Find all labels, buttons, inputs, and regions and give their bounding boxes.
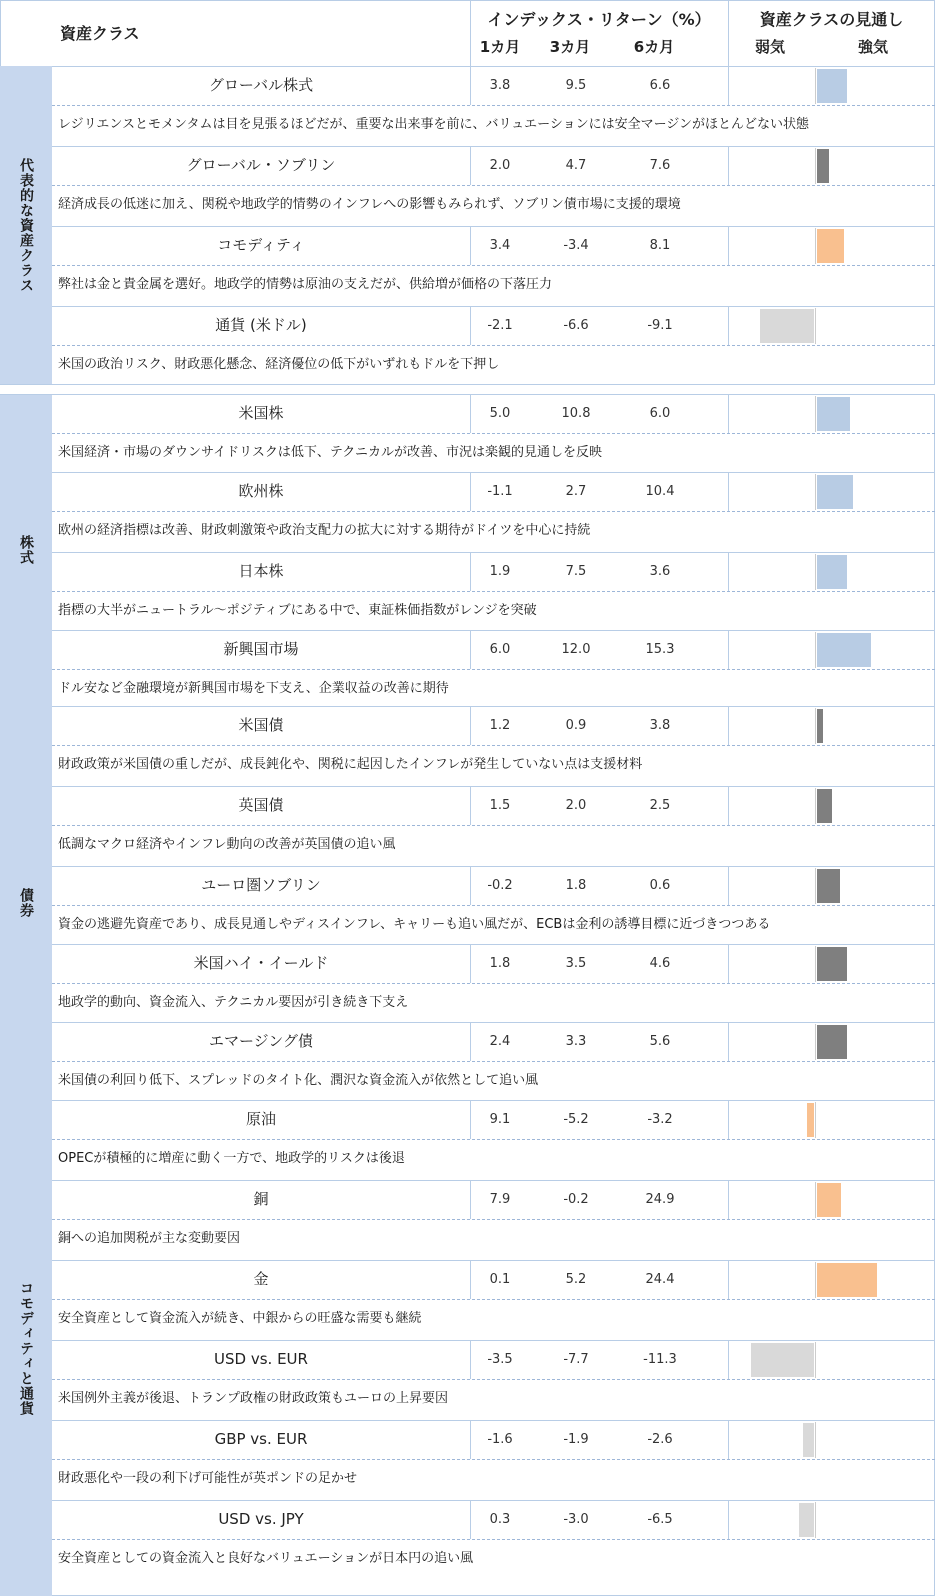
section-label-bonds: 債券: [18, 888, 34, 918]
section-label-representative: 代表的な資産クラス: [18, 157, 34, 293]
return-6m: -6.5: [647, 1512, 673, 1527]
return-6m: 6.0: [649, 406, 671, 421]
outlook-axis: [815, 788, 816, 824]
outlook-axis: [815, 308, 816, 344]
asset-name: グローバル株式: [208, 76, 314, 94]
outlook-axis: [815, 1102, 816, 1138]
return-3m: 4.7: [565, 158, 587, 173]
row-divider-outlook: [728, 552, 729, 591]
outlook-bar: [817, 69, 847, 103]
table-row: [52, 786, 935, 866]
header-divider-1: [470, 0, 471, 66]
asset-name: グローバル・ソブリン: [186, 156, 336, 174]
return-1m: 2.0: [489, 158, 511, 173]
outlook-axis: [815, 228, 816, 264]
row-comment: 安全資産として資金流入が続き、中銀からの旺盛な需要も継続: [58, 1311, 422, 1326]
row-divider-outlook: [728, 1180, 729, 1219]
asset-name: 銅: [253, 1190, 269, 1208]
return-1m: 1.8: [489, 956, 511, 971]
row-comment: 財政政策が米国債の重しだが、成長鈍化や、関税に起因したインフレが発生していない点は支援材料: [58, 757, 643, 772]
row-comment: 資金の逃避先資産であり、成長見通しやディスインフレ、キャリーも追い風だが、ECBは金利の誘導目標に近づきつつある: [58, 917, 771, 932]
outlook-bar: [817, 869, 840, 903]
outlook-bar: [817, 475, 853, 509]
outlook-bar: [817, 947, 847, 981]
asset-name: GBP vs. EUR: [214, 1430, 308, 1448]
return-3m: 3.5: [565, 956, 587, 971]
asset-name: 欧州株: [238, 482, 284, 500]
return-3m: 7.5: [565, 564, 587, 579]
row-comment: 低調なマクロ経済やインフレ動向の改善が英国債の追い風: [58, 837, 396, 852]
return-6m: 15.3: [645, 642, 675, 657]
return-6m: -2.6: [647, 1432, 673, 1447]
row-comment: 米国債の利回り低下、スプレッドのタイト化、潤沢な資金流入が依然として追い風: [58, 1073, 539, 1088]
header-period-3m: 3カ月: [549, 38, 591, 56]
asset-name: 日本株: [238, 562, 284, 580]
outlook-bar: [817, 709, 823, 743]
return-1m: 3.4: [489, 238, 511, 253]
asset-name: USD vs. JPY: [218, 1510, 304, 1528]
outlook-bar: [817, 229, 844, 263]
row-divider-outlook: [728, 1022, 729, 1061]
row-comment: 欧州の経済指標は改善、財政刺激策や政治支配力の拡大に対する期待がドイツを中心に持続: [58, 523, 591, 538]
row-comment: 経済成長の低迷に加え、関税や地政学的情勢のインフレへの影響もみられず、ソブリン債市場に支援的環境: [58, 197, 681, 212]
row-comment: 弊社は金と貴金属を選好。地政学的情勢は原油の支えだが、供給増が価格の下落圧力: [58, 277, 553, 292]
row-comment: 安全資産としての資金流入と良好なバリュエーションが日本円の追い風: [58, 1551, 474, 1566]
row-divider-outlook: [728, 1260, 729, 1299]
section-label-equity: 株式: [18, 535, 34, 565]
row-divider-outlook: [728, 306, 729, 345]
return-3m: -3.0: [563, 1512, 589, 1527]
asset-name: 米国株: [238, 404, 284, 422]
outlook-bar: [803, 1423, 814, 1457]
row-divider-outlook: [728, 1500, 729, 1539]
asset-name: 新興国市場: [223, 640, 299, 658]
table-row: [52, 1340, 935, 1420]
return-6m: -9.1: [647, 318, 673, 333]
outlook-axis: [815, 946, 816, 982]
header-period-6m: 6カ月: [633, 38, 675, 56]
return-3m: 2.0: [565, 798, 587, 813]
table-row: [52, 66, 935, 146]
header-divider-2: [728, 0, 729, 66]
table-row: [52, 552, 935, 632]
table-row: [52, 1100, 935, 1180]
asset-name: 原油: [245, 1110, 276, 1128]
header-strong: 強気: [858, 38, 889, 56]
row-comment: 財政悪化や一段の利下げ可能性が英ポンドの足かせ: [58, 1471, 358, 1486]
row-divider-outlook: [728, 706, 729, 745]
asset-name: コモディティ: [217, 236, 305, 254]
row-comment: ドル安など金融環境が新興国市場を下支え、企業収益の改善に期待: [58, 681, 449, 696]
outlook-axis: [815, 148, 816, 184]
row-comment: 米国経済・市場のダウンサイドリスクは低下、テクニカルが改善、市況は楽観的見通しを反映: [58, 445, 603, 460]
return-6m: 0.6: [649, 878, 671, 893]
outlook-axis: [815, 396, 816, 432]
return-3m: 2.7: [565, 484, 587, 499]
outlook-axis: [815, 632, 816, 668]
return-3m: -7.7: [563, 1352, 589, 1367]
section-label-commodity-fx: コモディティと通貨: [18, 1280, 34, 1416]
asset-name: 金: [253, 1270, 269, 1288]
asset-name: ユーロ圏ソブリン: [201, 876, 321, 894]
row-divider-outlook: [728, 630, 729, 669]
return-3m: 9.5: [565, 78, 587, 93]
table-row: [52, 1180, 935, 1260]
table-row: [52, 306, 935, 386]
table-row: [52, 226, 935, 306]
table-header: [0, 0, 935, 66]
outlook-bar: [751, 1343, 814, 1377]
table-row: [52, 1260, 935, 1340]
return-3m: 10.8: [561, 406, 591, 421]
outlook-bar: [817, 1025, 847, 1059]
return-6m: 3.6: [649, 564, 671, 579]
return-1m: -2.1: [487, 318, 513, 333]
table-row: [52, 1500, 935, 1580]
asset-name: USD vs. EUR: [214, 1350, 308, 1368]
outlook-bar: [817, 1183, 841, 1217]
asset-name: 米国債: [238, 716, 284, 734]
outlook-bar: [817, 555, 847, 589]
outlook-axis: [815, 1182, 816, 1218]
return-1m: 1.5: [489, 798, 511, 813]
row-divider-outlook: [728, 146, 729, 185]
row-divider-outlook: [728, 472, 729, 511]
return-6m: 24.9: [645, 1192, 675, 1207]
header-index-return: インデックス・リターン（%）: [487, 10, 711, 29]
return-3m: -3.4: [563, 238, 589, 253]
row-comment: レジリエンスとモメンタムは目を見張るほどだが、重要な出来事を前に、バリュエーションには安全マージンがほとんどない状態: [58, 117, 810, 132]
table-row: [52, 706, 935, 786]
row-divider-outlook: [728, 226, 729, 265]
outlook-axis: [815, 1342, 816, 1378]
row-divider-outlook: [728, 944, 729, 983]
table-row: [52, 1022, 935, 1102]
outlook-bar: [807, 1103, 814, 1137]
return-3m: 3.3: [565, 1034, 587, 1049]
asset-name: 米国ハイ・イールド: [193, 954, 329, 972]
return-1m: 5.0: [489, 406, 511, 421]
return-1m: -0.2: [487, 878, 513, 893]
return-6m: -11.3: [643, 1352, 677, 1367]
row-comment: 指標の大半がニュートラル～ポジティブにある中で、東証株価指数がレンジを突破: [58, 603, 537, 618]
return-1m: 3.8: [489, 78, 511, 93]
return-6m: 2.5: [649, 798, 671, 813]
outlook-axis: [815, 1024, 816, 1060]
header-weak: 弱気: [755, 38, 786, 56]
return-6m: 5.6: [649, 1034, 671, 1049]
return-1m: -3.5: [487, 1352, 513, 1367]
table-row: [52, 866, 935, 946]
table-row: [52, 146, 935, 226]
header-period-1m: 1カ月: [479, 38, 521, 56]
return-6m: 8.1: [649, 238, 671, 253]
outlook-axis: [815, 68, 816, 104]
return-6m: -3.2: [647, 1112, 673, 1127]
row-divider-outlook: [728, 866, 729, 905]
outlook-bar: [817, 397, 850, 431]
asset-name: エマージング債: [208, 1032, 314, 1050]
row-divider-outlook: [728, 1100, 729, 1139]
row-comment: 米国の政治リスク、財政悪化懸念、経済優位の低下がいずれもドルを下押し: [58, 357, 500, 372]
border-top: [0, 0, 935, 1]
return-1m: -1.6: [487, 1432, 513, 1447]
outlook-bar: [799, 1503, 814, 1537]
header-asset-class: 資産クラス: [60, 24, 140, 43]
row-divider-outlook: [728, 66, 729, 105]
row-divider-outlook: [728, 1420, 729, 1459]
outlook-axis: [815, 554, 816, 590]
return-1m: 2.4: [489, 1034, 511, 1049]
table-row: [52, 472, 935, 552]
outlook-bar: [817, 1263, 877, 1297]
return-3m: 12.0: [561, 642, 591, 657]
return-1m: 7.9: [489, 1192, 511, 1207]
row-divider-outlook: [728, 786, 729, 825]
row-comment: 米国例外主義が後退、トランプ政権の財政政策もユーロの上昇要因: [58, 1391, 449, 1406]
outlook-bar: [760, 309, 814, 343]
return-1m: 6.0: [489, 642, 511, 657]
return-1m: -1.1: [487, 484, 513, 499]
outlook-axis: [815, 1262, 816, 1298]
header-outlook: 資産クラスの見通し: [759, 10, 904, 29]
return-1m: 9.1: [489, 1112, 511, 1127]
row-divider-outlook: [728, 394, 729, 433]
asset-name: 英国債: [238, 796, 284, 814]
return-6m: 3.8: [649, 718, 671, 733]
return-1m: 0.1: [489, 1272, 511, 1287]
table-row: [52, 944, 935, 1024]
table-row: [52, 394, 935, 474]
return-3m: -5.2: [563, 1112, 589, 1127]
table-row: [52, 1420, 935, 1500]
row-divider-outlook: [728, 1340, 729, 1379]
asset-name: 通貨 (米ドル): [215, 316, 307, 334]
return-6m: 7.6: [649, 158, 671, 173]
return-3m: -1.9: [563, 1432, 589, 1447]
return-6m: 24.4: [645, 1272, 675, 1287]
row-comment: OPECが積極的に増産に動く一方で、地政学的リスクは後退: [58, 1151, 405, 1166]
outlook-axis: [815, 708, 816, 744]
return-3m: -6.6: [563, 318, 589, 333]
return-1m: 0.3: [489, 1512, 511, 1527]
return-1m: 1.9: [489, 564, 511, 579]
return-3m: 1.8: [565, 878, 587, 893]
return-1m: 1.2: [489, 718, 511, 733]
outlook-axis: [815, 474, 816, 510]
outlook-bar: [817, 149, 829, 183]
outlook-axis: [815, 868, 816, 904]
row-comment: 地政学的動向、資金流入、テクニカル要因が引き続き下支え: [58, 995, 409, 1010]
return-3m: 5.2: [565, 1272, 587, 1287]
outlook-bar: [817, 633, 871, 667]
outlook-bar: [817, 789, 832, 823]
row-comment: 銅への追加関税が主な変動要因: [58, 1231, 241, 1246]
return-3m: 0.9: [565, 718, 587, 733]
return-6m: 4.6: [649, 956, 671, 971]
outlook-axis: [815, 1422, 816, 1458]
outlook-axis: [815, 1502, 816, 1538]
table-row: [52, 630, 935, 710]
return-3m: -0.2: [563, 1192, 589, 1207]
return-6m: 6.6: [649, 78, 671, 93]
return-6m: 10.4: [645, 484, 675, 499]
